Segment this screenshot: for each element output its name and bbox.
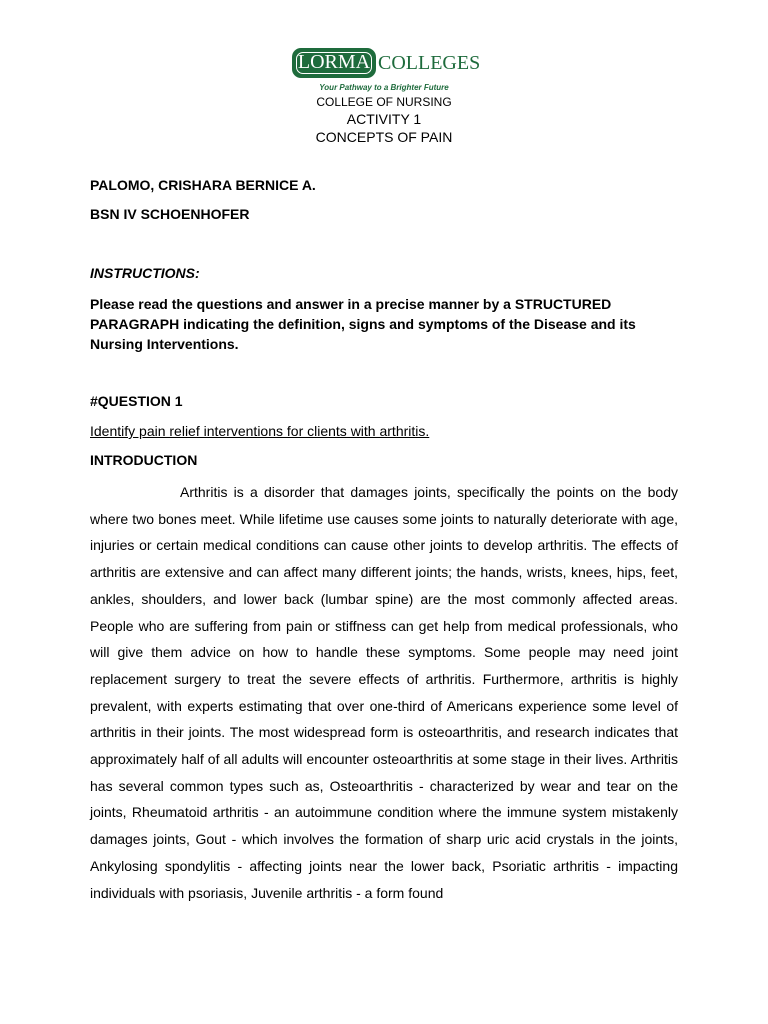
activity-subject: CONCEPTS OF PAIN [315, 129, 453, 145]
question-prompt: Identify pain relief interventions for clients with arthritis. [90, 423, 430, 439]
college-name: COLLEGE OF NURSING [316, 95, 452, 109]
logo-text-colleges: COLLEGES [378, 52, 481, 74]
lorma-colleges-logo [292, 46, 481, 80]
instructions-heading: INSTRUCTIONS: [90, 265, 200, 281]
logo-text-lorma: LORMA [297, 51, 371, 73]
introduction-paragraph [90, 479, 678, 906]
introduction-text: Arthritis is a disorder that damages joints, specifically the points on the body where two bones meet. While lifetime use causes some joints to naturally deteriorate with age, injuries or certain medical conditions can cause other joints to develop arthritis. The effects of arthritis are extensive and can affect many different joints; the hands, wrists, knees, hips, feet, ankles, shoulders, and lower back (lumbar spine) are the most commonly affected areas. People who are suffering from pain or stiffness can get help from medical professionals, who will give them advice on how to handle these symptoms. Some people may need joint replacement surgery to treat the severe effects of arthritis. Furthermore, arthritis is highly prevalent, with experts estimating that over one-third of Americans experience some level of arthritis in their joints. The most widespread form is osteoarthritis, and research indicates that approximately half of all adults will encounter osteoarthritis at some stage in their lives. Arthritis has several common types such as, Osteoarthritis - characterized by wear and tear on the joints, Rheumatoid arthritis - an autoimmune condition where the immune system mistakenly damages joints, Gout - which involves the formation of sharp uric acid crystals in the joints, Ankylosing spondylitis - affecting joints near the lower back, Psoriatic arthritis - impacting individuals with psoriasis, Juvenile arthritis - a form found [90, 484, 678, 901]
question-label: #QUESTION 1 [90, 393, 183, 409]
instructions-text: Please read the questions and answer in a precise manner by a STRUCTURED PARAGRAPH indicating the definition, signs and symptoms of the Disease and its Nursing Interventions. [90, 296, 636, 352]
student-name: PALOMO, CRISHARA BERNICE A. [90, 177, 316, 193]
logo-tagline: Your Pathway to a Brighter Future [319, 83, 449, 92]
section-heading: INTRODUCTION [90, 452, 198, 468]
activity-title: ACTIVITY 1 [346, 111, 422, 127]
student-section: BSN IV SCHOENHOFER [90, 206, 250, 222]
